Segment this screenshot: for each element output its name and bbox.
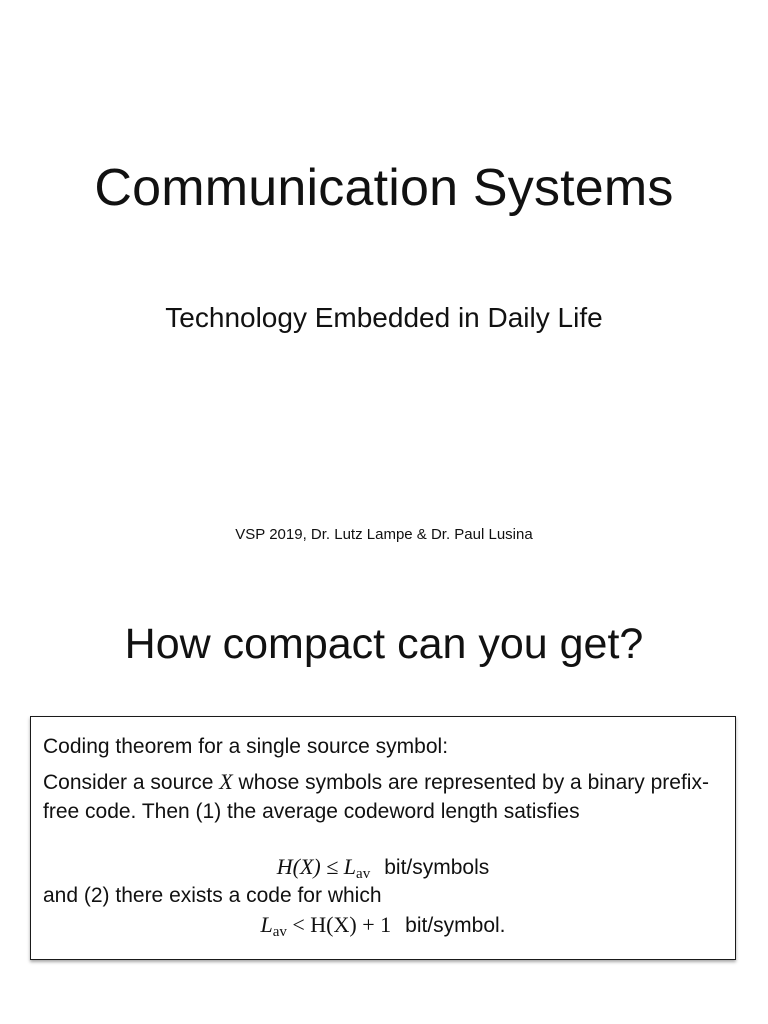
theorem-box (30, 716, 736, 960)
theorem-intro: Coding theorem for a single source symbol: (43, 735, 449, 758)
theorem-part-2: and (2) there exists a code for which (43, 884, 382, 907)
equation-1-lhs: H(X) ≤ L (276, 854, 357, 879)
slide-heading: How compact can you get? (124, 620, 644, 668)
theorem-text-a: Consider a source (43, 771, 220, 794)
equation-1-math (276, 854, 371, 882)
equation-1-unit: bit/symbols (384, 856, 490, 879)
equation-2-subscript: av (272, 924, 287, 940)
equation-2-l: L (260, 912, 273, 937)
equation-2 (31, 911, 735, 940)
equation-2-math (260, 912, 392, 940)
equation-1-subscript: av (356, 866, 371, 882)
slide-credit: VSP 2019, Dr. Lutz Lampe & Dr. Paul Lusina (235, 526, 533, 543)
theorem-statement (43, 768, 733, 826)
equation-2-rhs: < H(X) + 1 (286, 912, 392, 937)
source-variable: X (219, 769, 233, 794)
slide-title: Communication Systems (94, 159, 674, 217)
equation-1 (31, 853, 735, 882)
theorem-slide (0, 580, 768, 1024)
theorem-text-b: whose symbols are represented by a binary prefix-free code. Then (1) the average codeword length satisfies (43, 771, 709, 823)
slide-subtitle: Technology Embedded in Daily Life (165, 302, 603, 333)
equation-2-unit: bit/symbol. (405, 914, 506, 937)
